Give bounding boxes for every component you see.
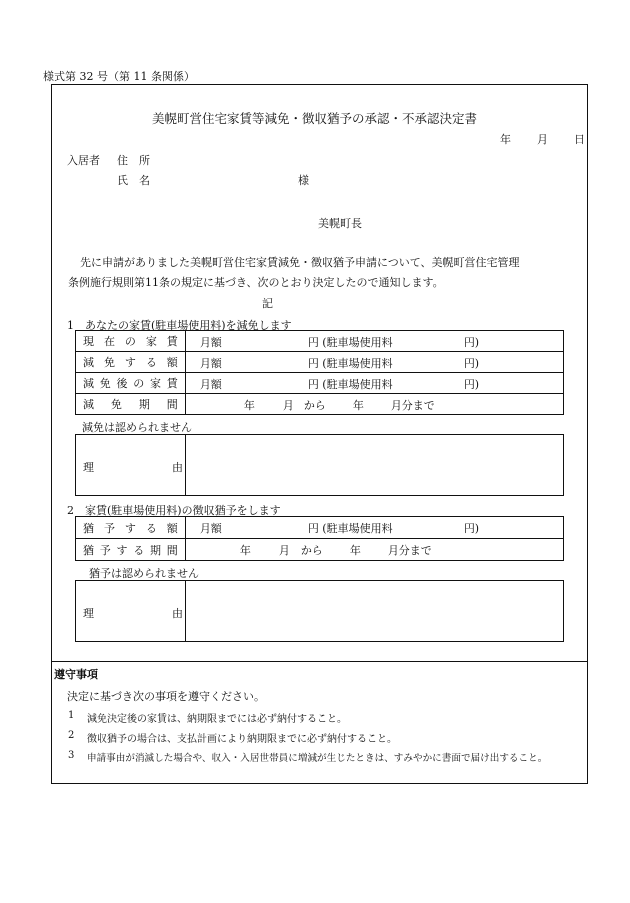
document-title: 美幌町営住宅家賃等減免・徴収猶予の承認・不承認決定書: [152, 111, 478, 126]
monthly-label: 月額: [199, 522, 222, 535]
monthly-label: 月額: [199, 378, 222, 391]
period-label: 減免期間: [76, 394, 186, 415]
reason-label-yu: 由: [172, 607, 183, 620]
period-year-1: 年: [239, 544, 251, 557]
row-label: 減免する額: [76, 352, 186, 373]
row-label: 減免後の家賃: [76, 373, 186, 394]
notes-item-1-text: 減免決定後の家賃は、納期限までには必ず納付すること。: [87, 714, 347, 725]
form-number: 様式第 32 号（第 11 条関係）: [43, 70, 195, 83]
period-from: から: [300, 544, 323, 557]
honorific-sama: 様: [298, 174, 309, 187]
notes-heading: 遵守事項: [54, 668, 98, 681]
section1-rejected: 減免は認められません: [82, 421, 192, 434]
table-row: [76, 352, 564, 373]
table-row: [76, 331, 564, 352]
reason-label-ri: 理: [83, 461, 94, 474]
notes-divider: [51, 661, 588, 662]
section2-rejected: 猶予は認められません: [89, 567, 199, 580]
period-value: [185, 394, 563, 415]
section2-reason-box: [75, 580, 564, 642]
ki-heading: 記: [262, 297, 273, 310]
period-month-2: 月分まで: [387, 544, 432, 557]
date-month: 月: [537, 133, 548, 146]
section2-heading: 2 家賃(駐車場使用料)の徴収猶予をします: [67, 504, 281, 517]
row-value: [185, 373, 563, 394]
row-label: 猶予する額: [76, 517, 186, 539]
yen-parking: 円 (駐車場使用料: [307, 378, 393, 391]
period-month-2: 月分まで: [390, 399, 435, 412]
yen-close: 円): [463, 357, 480, 370]
notes-item-3-num: 3: [68, 750, 75, 761]
row-value: [185, 517, 563, 539]
issuer-mayor: 美幌町長: [318, 217, 362, 230]
yen-parking: 円 (駐車場使用料: [307, 357, 393, 370]
row-value: [185, 352, 563, 373]
yen-close: 円): [463, 336, 480, 349]
reason-divider: [185, 435, 186, 495]
section1-reason-box: [75, 434, 564, 496]
period-month-1: 月: [282, 399, 294, 412]
period-year-2: 年: [352, 399, 364, 412]
reason-label-ri: 理: [83, 607, 94, 620]
monthly-label: 月額: [199, 357, 222, 370]
body-line-2: 条例施行規則第11条の規定に基づき、次のとおり決定したので通知します。: [68, 276, 444, 289]
table-row: [76, 394, 564, 415]
period-from: から: [303, 399, 326, 412]
yen-close: 円): [463, 522, 480, 535]
table-row: [76, 373, 564, 394]
period-year-1: 年: [243, 399, 255, 412]
row-label: 現在の家賃: [76, 331, 186, 352]
resident-label: 入居者: [67, 154, 100, 167]
monthly-label: 月額: [199, 336, 222, 349]
table-row: [76, 517, 564, 539]
yen-parking: 円 (駐車場使用料: [307, 522, 393, 535]
yen-parking: 円 (駐車場使用料: [307, 336, 393, 349]
name-label: 氏 名: [117, 174, 150, 187]
notes-item-3-text: 申請事由が消滅した場合や、収入・入居世帯員に増減が生じたときは、すみやかに書面で届け出すること。: [87, 753, 548, 764]
table-row: [76, 539, 564, 561]
row-value: [185, 331, 563, 352]
notes-intro: 決定に基づき次の事項を遵守ください。: [67, 690, 265, 703]
period-month-1: 月: [278, 544, 290, 557]
section1-table: [75, 330, 564, 415]
section1-heading: 1 あなたの家賃(駐車場使用料)を減免します: [67, 319, 292, 332]
period-year-2: 年: [349, 544, 361, 557]
date-year: 年: [500, 133, 511, 146]
date-day: 日: [574, 133, 585, 146]
section2-table: [75, 516, 564, 561]
yen-close: 円): [463, 378, 480, 391]
reason-divider: [185, 581, 186, 641]
address-label: 住 所: [117, 154, 150, 167]
body-line-1: 先に申請がありました美幌町営住宅家賃減免・徴収猶予申請について、美幌町営住宅管理: [80, 256, 520, 269]
period-label: 猶予する期間: [76, 539, 186, 561]
period-value: [185, 539, 563, 561]
notes-item-2-text: 徴収猶予の場合は、支払計画により納期限までに必ず納付すること。: [87, 734, 397, 745]
notes-item-1-num: 1: [68, 710, 75, 721]
reason-label-yu: 由: [172, 461, 183, 474]
notes-item-2-num: 2: [68, 730, 75, 741]
